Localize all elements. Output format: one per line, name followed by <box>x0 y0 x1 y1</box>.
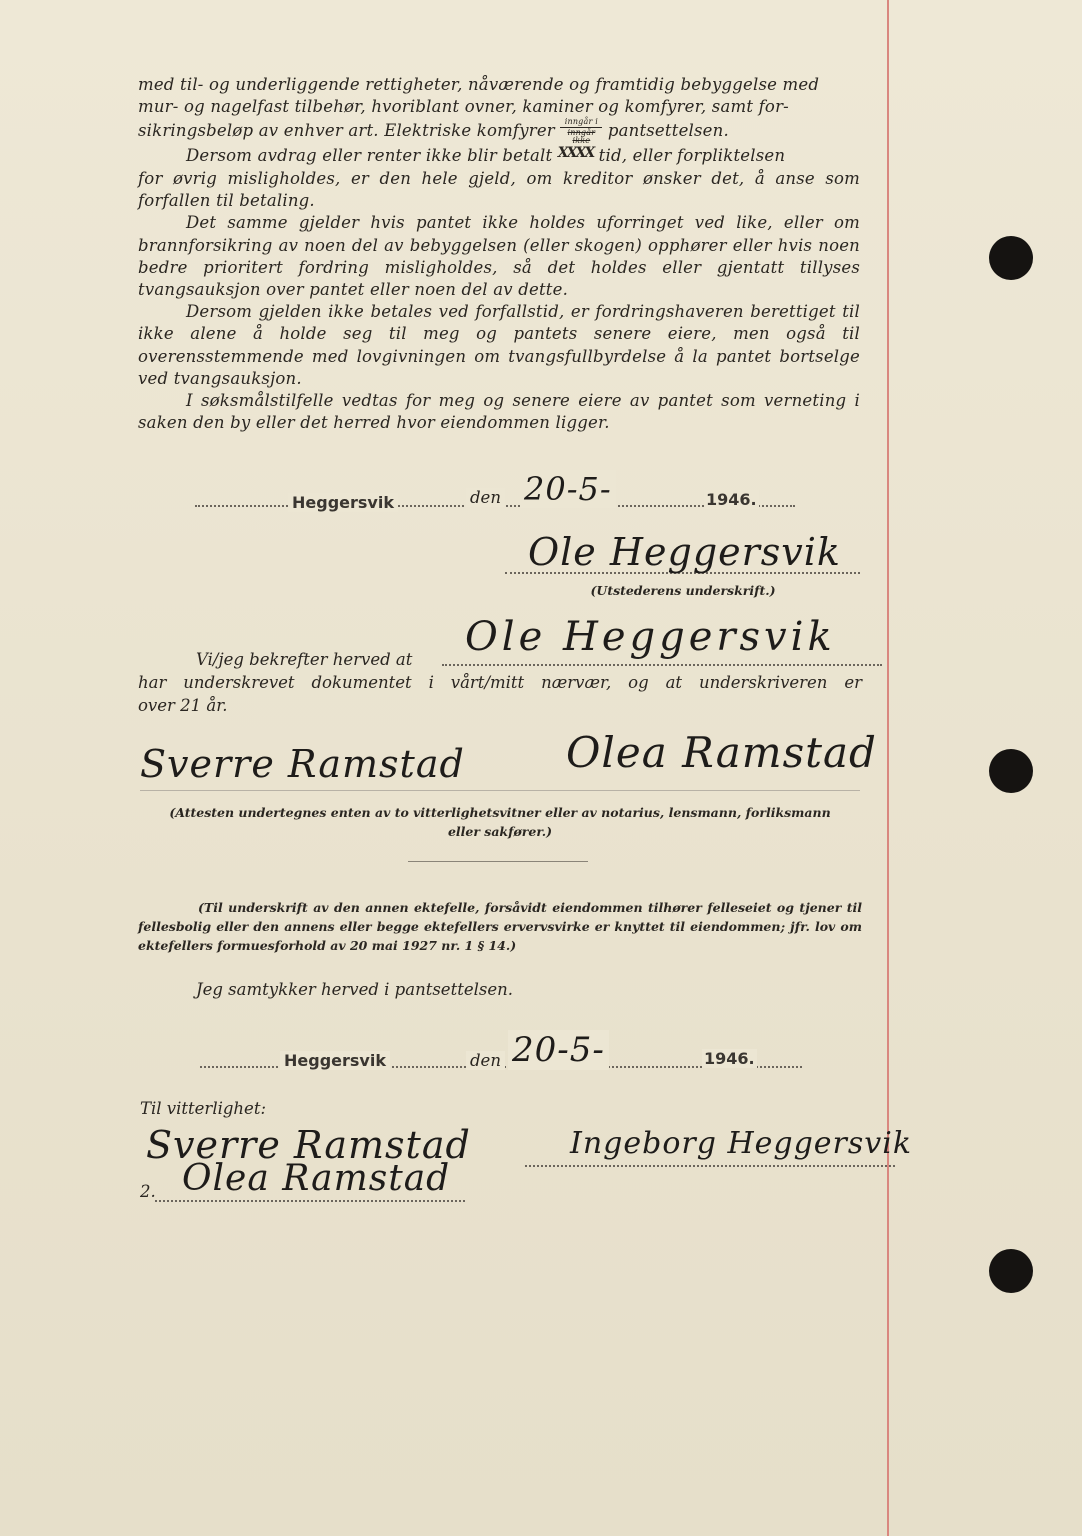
separator-rule <box>408 861 588 862</box>
den-2: den <box>466 1051 505 1070</box>
den-1: den <box>466 488 505 507</box>
para1-line3b: pantsettelsen. <box>607 121 729 141</box>
place-2: Heggersvik <box>280 1051 390 1070</box>
struck-out-marks: XXXX <box>557 144 594 161</box>
attest-signer-handwritten: Ole Heggersvik <box>465 614 836 660</box>
para2-line1b: tid, eller forpliktelsen <box>598 146 786 166</box>
witness1-signature: Sverre Ramstad <box>140 742 465 786</box>
witness-block-sig2: Olea Ramstad <box>182 1158 451 1199</box>
para2-line1a: Dersom avdrag eller renter ikke blir betalt <box>186 146 553 166</box>
attest-caption-2: eller sakfører.) <box>447 824 553 839</box>
witness-heading: Til vitterlighet: <box>140 1099 267 1118</box>
para3-text: Det samme gjelder hvis pantet ikke holdes uforringet ved like, eller om brannforsikring av noen del av bebyggelsen (eller skogen) opphører eller hvis noen bedre prioritert fordring misligholdes, så det holdes eller gjentatt tillyses tvangsauksjon over pantet eller noen del av dette. <box>138 213 860 300</box>
attest-line3: over 21 år. <box>138 696 228 715</box>
para1-line1: med til- og underliggende rettigheter, nåværende og framtidig bebyggelse med <box>138 75 820 94</box>
punch-hole <box>989 749 1033 793</box>
attest-caption-1: (Attesten undertegnes enten av to vitterlighetsvitner eller av notarius, lensmann, forliksmann <box>169 805 831 820</box>
para5-text: I søksmålstilfelle vedtas for meg og senere eiere av pantet som verneting i saken den by eller det herred hvor eiendommen ligger. <box>138 391 860 433</box>
attest-line2: har underskrevet dokumentet i vårt/mitt nærvær, og at underskriveren er <box>138 673 862 692</box>
para1-line2: mur- og nagelfast tilbehør, hvoriblant ovner, kaminer og komfyrer, samt for- <box>138 97 789 117</box>
witness-block-sig1: Sverre Ramstad <box>146 1123 471 1167</box>
para1-line3a: sikringsbeløp av enhver art. Elektriske komfyrer <box>138 121 555 141</box>
attest-intro: Vi/jeg bekrefter herved at <box>196 650 413 669</box>
mortgage-paragraph-1 <box>138 74 860 434</box>
witness2-signature: Olea Ramstad <box>566 728 877 777</box>
para2-rest: for øvrig misligholdes, er den hele gjeld, om kreditor ønsker det, å anse som forfallen til betaling. <box>138 169 860 211</box>
issuer-caption: (Utstederens underskrift.) <box>590 583 776 598</box>
place-1: Heggersvik <box>288 493 398 512</box>
margin-rule <box>887 0 889 1536</box>
spouse-note: (Til underskrift av den annen ektefelle, forsåvidt eiendommen tilhører felleseiet og tjener til fellesbolig eller den annens eller begge ektefellers ervervsvirke er knyttet til eiendommen; jfr. lov om ektefellers formuesforhold av 20 mai 1927 nr. 1 § 14.) <box>138 900 862 953</box>
punch-hole <box>989 236 1033 280</box>
witness-number-2: 2. <box>140 1182 156 1201</box>
frac-top: inngår i <box>564 117 598 127</box>
spouse-signature: Ingeborg Heggersvik <box>570 1126 913 1161</box>
consent-text: Jeg samtykker herved i pantsettelsen. <box>196 980 513 999</box>
attest-signer-line <box>442 664 882 666</box>
year-1: 1946. <box>706 490 757 509</box>
para4-text: Dersom gjelden ikke betales ved forfallstid, er fordringshaveren berettiget til ikke alene å holde seg til meg og pantets senere eiere, men også til overensstemmende med lovgivningen om tvangsfullbyrdelse å la pantet bortselge ved tvangsauksjon. <box>138 302 860 388</box>
spouse-signature-line <box>525 1165 895 1167</box>
inngar-fraction <box>560 118 602 145</box>
punch-hole <box>989 1249 1033 1293</box>
witness-baseline <box>140 790 860 791</box>
issuer-signature: Ole Heggersvik <box>528 530 841 574</box>
handwritten-date-1: 20-5- <box>520 470 616 508</box>
witness2-line <box>155 1200 465 1202</box>
handwritten-date-2: 20-5- <box>508 1030 609 1070</box>
frac-bottom: inngår ikke <box>567 128 596 146</box>
year-2: 1946. <box>704 1049 755 1068</box>
